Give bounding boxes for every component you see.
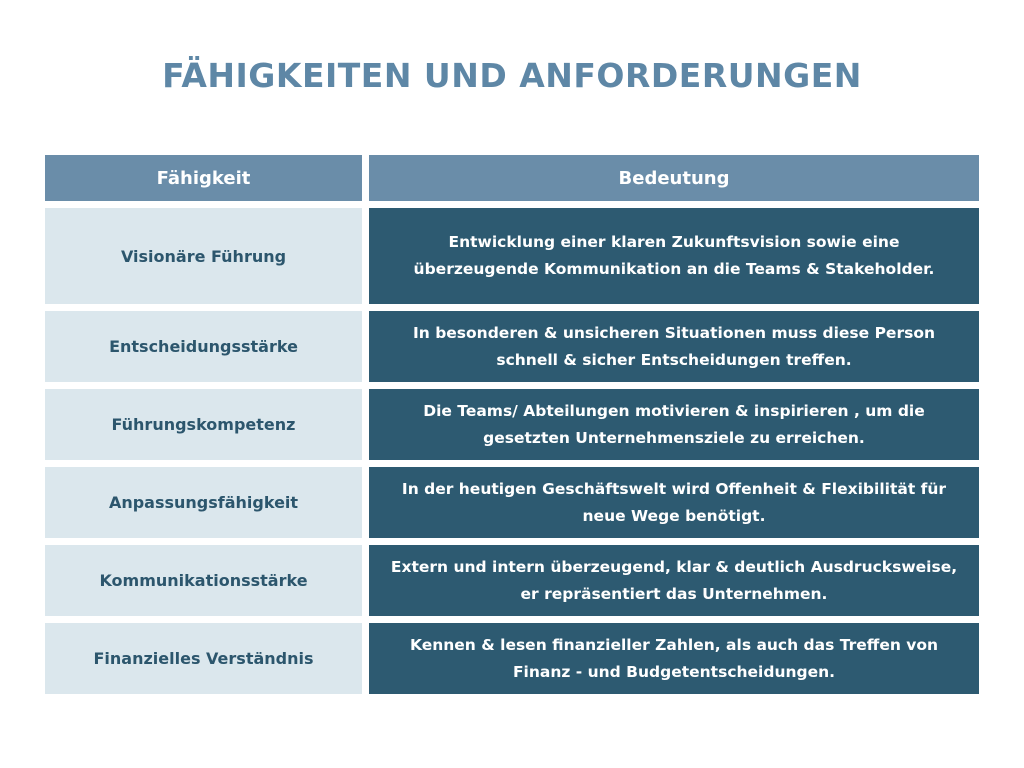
meaning-cell (369, 467, 979, 538)
meaning-line: gesetzten Unternehmensziele zu erreichen. (483, 428, 865, 447)
meaning-line: Die Teams/ Abteilungen motivieren & inspirieren , um die (423, 401, 925, 420)
meaning-cell (369, 311, 979, 382)
meaning-cell (369, 389, 979, 460)
column-header-meaning: Bedeutung (369, 155, 979, 201)
skill-cell: Kommunikationsstärke (45, 545, 362, 616)
skill-cell: Entscheidungsstärke (45, 311, 362, 382)
meaning-line: In besonderen & unsicheren Situationen muss diese Person (413, 323, 935, 342)
table-header-row (45, 155, 979, 201)
table-row (45, 389, 979, 460)
meaning-cell (369, 623, 979, 694)
table-row (45, 623, 979, 694)
column-header-skill: Fähigkeit (45, 155, 362, 201)
meaning-cell (369, 208, 979, 304)
meaning-line: Entwicklung einer klaren Zukunftsvision sowie eine (448, 233, 900, 251)
meaning-line: er repräsentiert das Unternehmen. (520, 584, 828, 603)
table-row (45, 467, 979, 538)
table-row (45, 311, 979, 382)
meaning-line: schnell & sicher Entscheidungen treffen. (496, 350, 852, 369)
table-row (45, 545, 979, 616)
meaning-line: Finanz - und Budgetentscheidungen. (512, 662, 836, 681)
skill-cell: Finanzielles Verständnis (45, 623, 362, 694)
meaning-line: In der heutigen Geschäftswelt wird Offenheit & Flexibilität für (401, 479, 947, 498)
skill-cell: Führungskompetenz (45, 389, 362, 460)
meaning-cell (369, 545, 979, 616)
meaning-line: Extern und intern überzeugend, klar & deutlich Ausdrucksweise, (390, 557, 958, 576)
page-title: FÄHIGKEITEN UND ANFORDERUNGEN (162, 56, 862, 95)
skills-table (45, 155, 979, 701)
meaning-line: überzeugende Kommunikation an die Teams & Stakeholder. (413, 260, 935, 278)
table-row (45, 208, 979, 304)
skill-cell: Anpassungsfähigkeit (45, 467, 362, 538)
meaning-line: neue Wege benötigt. (582, 506, 766, 525)
skill-cell: Visionäre Führung (45, 208, 362, 304)
meaning-line: Kennen & lesen finanzieller Zahlen, als auch das Treffen von (409, 635, 939, 654)
